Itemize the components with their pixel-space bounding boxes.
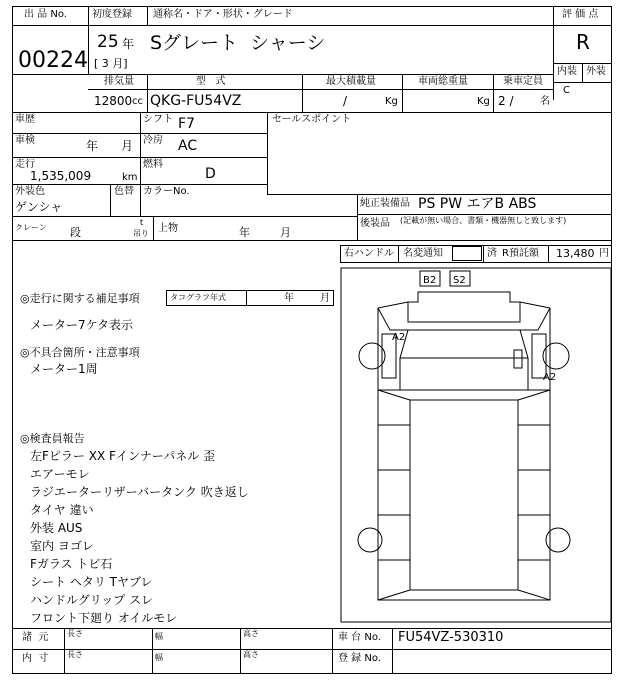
interior-label: 内装: [557, 66, 577, 77]
aftermarket-note: (記載が無い場合、書類・機器無しと致します): [400, 216, 567, 225]
equipment: PS PW エアB ABS: [418, 196, 537, 212]
height-label: 高さ: [243, 629, 259, 638]
mileage: 1,535,009: [30, 169, 92, 183]
inspection-label: 車検: [15, 135, 35, 146]
gross-weight-label: 車両総重量: [418, 76, 468, 87]
interior-rating: C: [563, 85, 570, 96]
inspector-line: 外装 AUS: [30, 521, 83, 535]
specs-label: 諸 元: [22, 632, 49, 643]
first-reg-label: 初度登録: [92, 9, 132, 20]
length-label-2: 長さ: [67, 650, 83, 659]
color-code-label: カラーNo.: [143, 186, 190, 197]
cab-body: [378, 308, 550, 390]
fuel: D: [205, 166, 216, 182]
yen-unit: 円: [599, 248, 609, 259]
displacement: 12800: [94, 94, 133, 108]
max-load: /: [343, 94, 348, 108]
upper-year: 年: [239, 226, 250, 239]
crane-hook: 吊り: [133, 229, 149, 238]
windshield: [400, 330, 528, 358]
model: QKG-FU54VZ: [150, 93, 242, 109]
bed-rails: [410, 400, 518, 590]
supplement-title: ◎走行に関する補足事項: [20, 292, 140, 305]
front-right-wheel: [543, 343, 569, 369]
mark-s2: S2: [453, 275, 466, 286]
width-label: 幅: [155, 632, 163, 641]
tacho-year: 年: [284, 293, 294, 304]
interior-dims-label: 内 寸: [22, 653, 49, 664]
defects-title: ◎不具合箇所・注意事項: [20, 346, 140, 359]
equipment-label: 純正装備品: [360, 198, 410, 209]
mileage-unit: km: [122, 172, 138, 183]
tachograph-label: タコグラフ年式: [170, 293, 226, 302]
ext-color-label: 外装色: [15, 186, 45, 197]
fuel-label: 燃料: [143, 159, 163, 170]
upper-month: 月: [280, 226, 291, 239]
reg-no-label: 登 録 No.: [338, 653, 381, 664]
chassis-no: FU54VZ-530310: [398, 630, 504, 645]
ext-color: ゲンシャ: [15, 200, 63, 214]
inspector-line: Fガラス トビ石: [30, 557, 113, 571]
inspector-title: ◎検査員報告: [20, 432, 85, 445]
exterior-label: 外装: [586, 66, 606, 77]
ac-label: 冷房: [143, 135, 163, 146]
first-reg-month: [ 3 月]: [94, 57, 128, 70]
right-bed-side: [518, 390, 550, 600]
shift: F7: [178, 116, 195, 132]
displacement-label: 排気量: [104, 76, 134, 87]
cab-side-lines: [378, 302, 550, 308]
cab-upper-panel: [378, 308, 550, 330]
defects-text: メーター1周: [30, 362, 98, 376]
model-label: 型 式: [196, 76, 226, 87]
inspector-line: ハンドルグリップ スレ: [30, 593, 154, 607]
inspector-line: フロント下廻り オイルモレ: [30, 611, 178, 625]
max-load-label: 最大積載量: [326, 76, 376, 87]
inspection-year: 年: [86, 139, 99, 153]
mirror-right: [514, 350, 522, 368]
history-label: 車歴: [15, 114, 35, 125]
inspection-month: 月: [121, 139, 134, 153]
upper-label: 上物: [158, 223, 178, 234]
mark-b2: B2: [423, 275, 437, 286]
sales-point-label: セールスポイント: [272, 114, 352, 125]
length-label: 長さ: [67, 629, 83, 638]
diagram-frame: [341, 268, 611, 622]
name-change-label: 名変通知: [403, 248, 443, 259]
capacity: 2 /: [498, 94, 514, 108]
mileage-label: 走行: [15, 159, 35, 170]
checked-mark: 済: [487, 248, 497, 259]
recycle-amount: 13,480: [556, 247, 595, 260]
rating-label: 評 価 点: [562, 9, 599, 20]
inspector-line: タイヤ 違い: [30, 503, 94, 517]
capacity-label: 乗車定員: [503, 76, 543, 87]
max-load-unit: Kg: [385, 96, 398, 107]
inspector-line: ラジエーターリザーバータンク 吹き返し: [30, 485, 249, 499]
capacity-unit: 名: [540, 96, 550, 107]
tacho-month: 月: [320, 293, 330, 304]
crane-label: クレーン: [15, 223, 47, 232]
cab-roof: [408, 292, 520, 322]
mark-a2-right: A2: [543, 372, 557, 383]
lot-no: 00224: [18, 48, 88, 73]
front-left-wheel: [359, 343, 385, 369]
height-label-2: 高さ: [243, 650, 259, 659]
supplement-text: メーター7ケタ表示: [30, 318, 134, 332]
lot-no-label: 出 品 No.: [24, 9, 67, 20]
grade: Sグレート シャーシ: [150, 32, 326, 54]
ac: AC: [178, 138, 198, 154]
right-divisions: [518, 425, 550, 560]
shift-label: シフト: [143, 114, 173, 125]
crane-hook-top: t: [140, 218, 144, 227]
first-reg-year: 25: [97, 32, 119, 52]
aftermarket-label: 後装品: [360, 218, 390, 229]
width-label-2: 幅: [155, 653, 163, 662]
recycle-label: R預託額: [502, 248, 539, 259]
left-bed-side: [378, 390, 410, 600]
crane-stage: 段: [70, 226, 81, 239]
color-no-label: 色替: [114, 186, 134, 197]
mark-a2-left: A2: [392, 332, 406, 343]
year-unit: 年: [122, 37, 135, 51]
inspector-line: シート ヘタリ Tヤブレ: [30, 575, 153, 589]
rating: R: [576, 30, 590, 54]
displacement-unit: cc: [132, 96, 143, 107]
inspector-line: エアーモレ: [30, 467, 90, 481]
front-panel-lines: [400, 358, 528, 390]
grade-label: 通称名・ドア・形状・グレード: [153, 9, 293, 20]
chassis-no-label: 車 台 No.: [338, 632, 381, 643]
gross-weight-unit: Kg: [477, 96, 490, 107]
inspector-line: 左Fピラー XX Fインナーパネル 歪: [30, 449, 216, 463]
inspector-line: 室内 ヨゴレ: [30, 539, 94, 553]
rhd-label: 右ハンドル: [344, 248, 394, 259]
left-divisions: [378, 425, 410, 560]
